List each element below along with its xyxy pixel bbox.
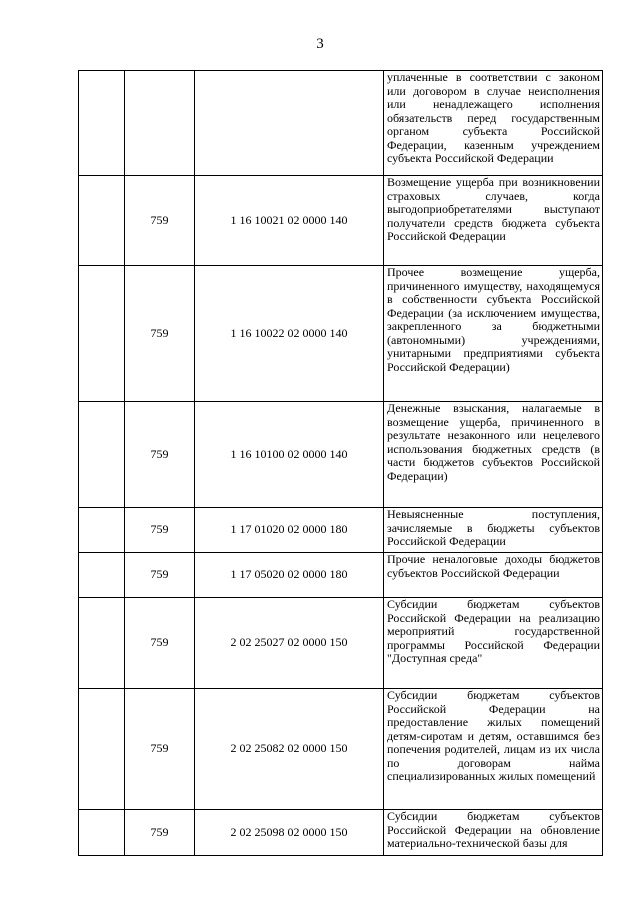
description-cell: Денежные взыскания, налагаемые в возмещение ущерба, причиненного в результате незаконного или нецелевого использования бюджетных средств (в части бюджетов субъектов Российской Федерации) <box>384 402 603 508</box>
budget-code-cell: 2 02 25082 02 0000 150 <box>195 689 384 810</box>
table-row <box>79 553 603 598</box>
empty-cell <box>79 176 125 266</box>
empty-cell <box>79 508 125 553</box>
budget-code-cell: 1 16 10022 02 0000 140 <box>195 266 384 402</box>
budget-code-cell: 2 02 25027 02 0000 150 <box>195 598 384 689</box>
admin-code-cell: 759 <box>125 553 195 598</box>
admin-code-cell: 759 <box>125 598 195 689</box>
description-cell: Субсидии бюджетам субъектов Российской Федерации на предоставление жилых помещений детям-сиротам и детям, оставшимся без попечения родителей, лицам из их числа по договорам найма специализированных жилых помещений <box>384 689 603 810</box>
table-row <box>79 508 603 553</box>
table-row <box>79 71 603 176</box>
table-row <box>79 810 603 856</box>
budget-code-cell <box>195 71 384 176</box>
admin-code-cell: 759 <box>125 689 195 810</box>
description-cell: Субсидии бюджетам субъектов Российской Федерации на обновление материально-технической базы для <box>384 810 603 856</box>
budget-code-cell: 1 17 01020 02 0000 180 <box>195 508 384 553</box>
budget-code-cell: 1 16 10100 02 0000 140 <box>195 402 384 508</box>
empty-cell <box>79 553 125 598</box>
page-number: 3 <box>316 36 324 52</box>
empty-cell <box>79 71 125 176</box>
table-row <box>79 176 603 266</box>
budget-code-cell: 1 17 05020 02 0000 180 <box>195 553 384 598</box>
table-row <box>79 266 603 402</box>
table-row <box>79 402 603 508</box>
admin-code-cell: 759 <box>125 402 195 508</box>
admin-code-cell: 759 <box>125 266 195 402</box>
admin-code-cell: 759 <box>125 508 195 553</box>
budget-code-cell: 1 16 10021 02 0000 140 <box>195 176 384 266</box>
description-cell: Прочее возмещение ущерба, причиненного имуществу, находящемуся в собственности субъекта Российской Федерации (за исключением имущества, закрепленного за бюджетными (автономными) учреждениями, унитарными предприятиями субъекта Российской Федерации) <box>384 266 603 402</box>
admin-code-cell <box>125 71 195 176</box>
empty-cell <box>79 810 125 856</box>
empty-cell <box>79 598 125 689</box>
table-row <box>79 689 603 810</box>
empty-cell <box>79 402 125 508</box>
empty-cell <box>79 266 125 402</box>
description-cell: Субсидии бюджетам субъектов Российской Федерации на реализацию мероприятий государственной программы Российской Федерации "Доступная среда" <box>384 598 603 689</box>
revenue-codes-table <box>78 70 603 856</box>
description-cell: Возмещение ущерба при возникновении страховых случаев, когда выгодоприобретателями выступают получатели средств бюджета субъекта Российской Федерации <box>384 176 603 266</box>
admin-code-cell: 759 <box>125 176 195 266</box>
empty-cell <box>79 689 125 810</box>
description-cell: уплаченные в соответствии с законом или договором в случае неисполнения или ненадлежащего исполнения обязательств перед государственным органом субъекта Российской Федерации, казенным учреждением субъекта Российской Федерации <box>384 71 603 176</box>
admin-code-cell: 759 <box>125 810 195 856</box>
description-cell: Невыясненные поступления, зачисляемые в бюджеты субъектов Российской Федерации <box>384 508 603 553</box>
budget-code-cell: 2 02 25098 02 0000 150 <box>195 810 384 856</box>
table-row <box>79 598 603 689</box>
description-cell: Прочие неналоговые доходы бюджетов субъектов Российской Федерации <box>384 553 603 598</box>
